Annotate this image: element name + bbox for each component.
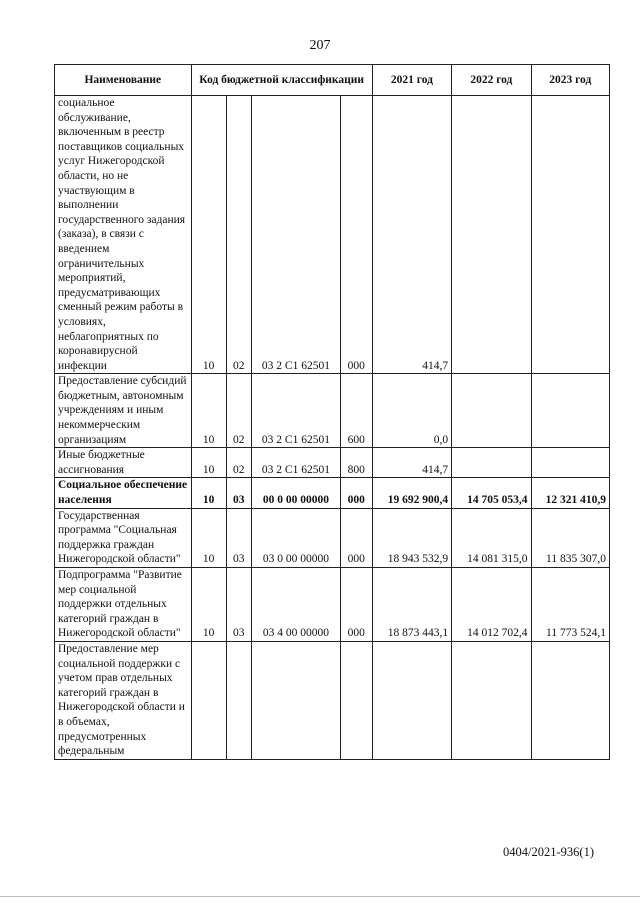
table-row (55, 641, 610, 759)
row-value-2023 (531, 96, 609, 374)
row-target-article-code (251, 641, 340, 759)
row-section-code: 10 (191, 374, 226, 448)
row-value-2021: 414,7 (372, 96, 451, 374)
row-value-2022 (452, 374, 531, 448)
header-2021: 2021 год (372, 65, 451, 96)
row-value-2021: 18 943 532,9 (372, 508, 451, 567)
row-name: Предоставление мер социальной поддержки с учетом прав отдельных категорий граждан в Нижегородской области и в объемах, предусмотренных федеральным (55, 641, 192, 759)
row-subsection-code: 02 (226, 96, 251, 374)
row-expense-type-code: 000 (340, 478, 372, 508)
header-budget-code: Код бюджетной классификации (191, 65, 372, 96)
row-value-2023: 12 321 410,9 (531, 478, 609, 508)
row-value-2022: 14 705 053,4 (452, 478, 531, 508)
row-name: Иные бюджетные ассигнования (55, 448, 192, 478)
row-section-code (191, 641, 226, 759)
header-name: Наименование (55, 65, 192, 96)
row-subsection-code: 03 (226, 568, 251, 642)
row-section-code: 10 (191, 508, 226, 567)
row-expense-type-code: 800 (340, 448, 372, 478)
table-row (55, 478, 610, 508)
row-target-article-code: 03 0 00 00000 (251, 508, 340, 567)
row-section-code: 10 (191, 448, 226, 478)
row-name: Государственная программа "Социальная поддержка граждан Нижегородской области" (55, 508, 192, 567)
table-row (55, 448, 610, 478)
row-target-article-code: 03 2 C1 62501 (251, 374, 340, 448)
row-value-2022 (452, 448, 531, 478)
table-header-row (55, 65, 610, 96)
row-value-2022 (452, 96, 531, 374)
row-value-2023 (531, 374, 609, 448)
document-id: 0404/2021-936(1) (503, 845, 594, 859)
scan-edge-line (0, 896, 640, 897)
row-value-2023: 11 773 524,1 (531, 568, 609, 642)
row-name: Социальное обеспечение населения (55, 478, 192, 508)
row-subsection-code (226, 641, 251, 759)
table-row (55, 508, 610, 567)
row-expense-type-code: 600 (340, 374, 372, 448)
row-subsection-code: 02 (226, 374, 251, 448)
row-section-code: 10 (191, 96, 226, 374)
row-section-code: 10 (191, 568, 226, 642)
row-target-article-code: 03 4 00 00000 (251, 568, 340, 642)
row-target-article-code: 03 2 C1 62501 (251, 96, 340, 374)
row-value-2023: 11 835 307,0 (531, 508, 609, 567)
budget-table (54, 64, 610, 760)
row-target-article-code: 03 2 C1 62501 (251, 448, 340, 478)
row-value-2021: 19 692 900,4 (372, 478, 451, 508)
header-2022: 2022 год (452, 65, 531, 96)
row-subsection-code: 03 (226, 478, 251, 508)
page-number: 207 (309, 38, 331, 53)
row-expense-type-code: 000 (340, 508, 372, 567)
row-value-2021: 414,7 (372, 448, 451, 478)
row-value-2021: 0,0 (372, 374, 451, 448)
row-value-2023 (531, 448, 609, 478)
row-value-2022 (452, 641, 531, 759)
table-row (55, 568, 610, 642)
row-value-2021 (372, 641, 451, 759)
row-value-2022: 14 012 702,4 (452, 568, 531, 642)
row-section-code: 10 (191, 478, 226, 508)
row-expense-type-code: 000 (340, 96, 372, 374)
header-2023: 2023 год (531, 65, 609, 96)
row-expense-type-code (340, 641, 372, 759)
table-row (55, 374, 610, 448)
row-value-2023 (531, 641, 609, 759)
row-subsection-code: 03 (226, 508, 251, 567)
row-expense-type-code: 000 (340, 568, 372, 642)
row-target-article-code: 00 0 00 00000 (251, 478, 340, 508)
row-value-2021: 18 873 443,1 (372, 568, 451, 642)
row-name: социальное обслуживание, включенным в реестр поставщиков социальных услуг Нижегородской области, но не участвующим в выполнении государственного задания (заказа), в связи с введением ограничительных мероприятий, предусматривающих сменный режим работы в условиях, неблагоприятных по коронавирусной инфекции (55, 96, 192, 374)
table-row (55, 96, 610, 374)
row-name: Подпрограмма "Развитие мер социальной поддержки отдельных категорий граждан в Нижегородской области" (55, 568, 192, 642)
row-name: Предоставление субсидий бюджетным, автономным учреждениям и иным некоммерческим организациям (55, 374, 192, 448)
row-subsection-code: 02 (226, 448, 251, 478)
row-value-2022: 14 081 315,0 (452, 508, 531, 567)
